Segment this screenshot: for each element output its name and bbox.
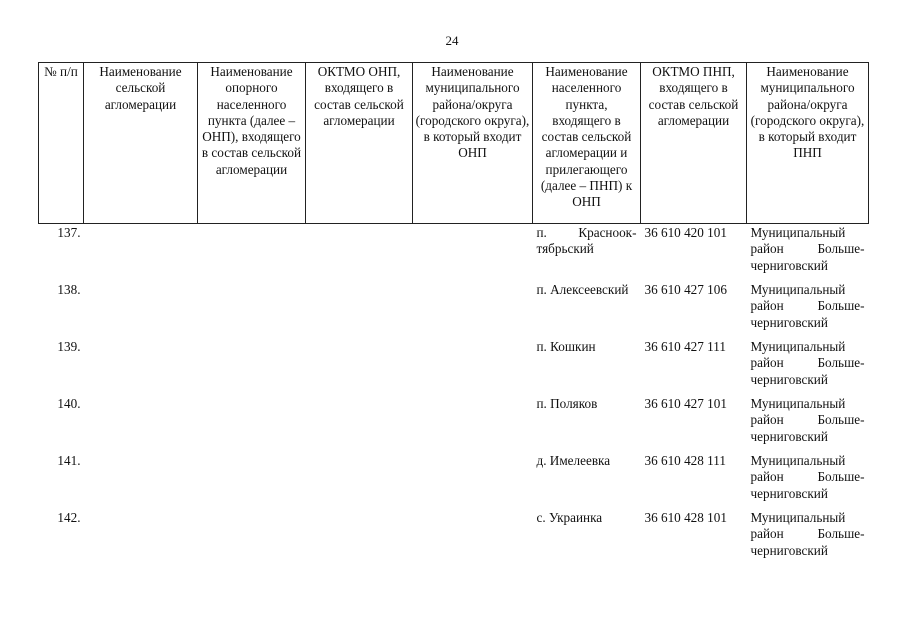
cell-pnp-name: д. Имелеевка — [536, 453, 611, 468]
header-onp-name: Наименование опорного населенного пункта (далее – ОНП), входящего в состав сельской агломерации — [198, 63, 306, 224]
cell-onp-oktmo — [306, 396, 413, 453]
cell-onp-oktmo — [306, 282, 413, 339]
row-number: 140. — [57, 396, 81, 411]
cell-pnp-district: Муниципальный район Большечерниговский — [750, 225, 865, 273]
cell-pnp-district: Муниципальный район Большечерниговский — [750, 453, 865, 501]
cell-onp-name — [198, 339, 306, 396]
cell-onp-oktmo — [306, 339, 413, 396]
header-onp-district: Наименование муниципального района/округа (городского округа), в который входит ОНП — [413, 63, 533, 224]
cell-pnp-name: п. Краснооктябрьский — [536, 225, 637, 257]
table-row — [39, 339, 869, 396]
cell-pnp-name: п. Кошкин — [536, 339, 596, 354]
cell-onp-district — [413, 510, 533, 567]
agglomeration-table — [38, 62, 869, 567]
header-number: № п/п — [39, 63, 84, 224]
cell-onp-district — [413, 282, 533, 339]
cell-pnp-oktmo: 36 610 428 111 — [644, 453, 726, 468]
cell-agglomeration — [84, 339, 198, 396]
table-row — [39, 396, 869, 453]
table-row — [39, 224, 869, 283]
cell-pnp-name: п. Алексеевский — [536, 282, 629, 297]
cell-onp-district — [413, 396, 533, 453]
cell-onp-district — [413, 453, 533, 510]
cell-onp-name — [198, 453, 306, 510]
cell-pnp-district: Муниципальный район Большечерниговский — [750, 282, 865, 330]
row-number: 139. — [57, 339, 81, 354]
cell-pnp-district: Муниципальный район Большечерниговский — [750, 396, 865, 444]
cell-onp-oktmo — [306, 453, 413, 510]
cell-onp-name — [198, 282, 306, 339]
cell-agglomeration — [84, 396, 198, 453]
cell-pnp-oktmo: 36 610 427 106 — [644, 282, 727, 297]
row-number: 142. — [57, 510, 81, 525]
cell-agglomeration — [84, 282, 198, 339]
row-number: 138. — [57, 282, 81, 297]
cell-onp-name — [198, 224, 306, 283]
row-number: 137. — [57, 225, 81, 240]
cell-pnp-district: Муниципальный район Большечерниговский — [750, 510, 865, 558]
table-row — [39, 510, 869, 567]
cell-onp-oktmo — [306, 510, 413, 567]
cell-pnp-name: с. Украинка — [536, 510, 603, 525]
page-number: 24 — [445, 33, 459, 48]
table-row — [39, 453, 869, 510]
cell-agglomeration — [84, 510, 198, 567]
cell-agglomeration — [84, 224, 198, 283]
header-pnp-name: Наименование населенного пункта, входящего в состав сельской агломерации и прилегающего (далее – ПНП) к ОНП — [533, 63, 641, 224]
row-number: 141. — [57, 453, 81, 468]
header-pnp-oktmo: ОКТМО ПНП, входящего в состав сельской агломерации — [641, 63, 747, 224]
cell-onp-district — [413, 224, 533, 283]
cell-pnp-oktmo: 36 610 427 101 — [644, 396, 727, 411]
cell-onp-name — [198, 510, 306, 567]
cell-agglomeration — [84, 453, 198, 510]
header-pnp-district: Наименование муниципального района/округа (городского округа), в который входит ПНП — [747, 63, 869, 224]
table-row — [39, 282, 869, 339]
cell-onp-district — [413, 339, 533, 396]
cell-pnp-district: Муниципальный район Большечерниговский — [750, 339, 865, 387]
cell-pnp-oktmo: 36 610 427 111 — [644, 339, 726, 354]
cell-onp-oktmo — [306, 224, 413, 283]
table-header-row — [39, 63, 869, 224]
cell-pnp-name: п. Поляков — [536, 396, 598, 411]
header-agglomeration: Наименование сельской агломерации — [84, 63, 198, 224]
cell-pnp-oktmo: 36 610 420 101 — [644, 225, 727, 240]
cell-onp-name — [198, 396, 306, 453]
cell-pnp-oktmo: 36 610 428 101 — [644, 510, 727, 525]
header-onp-oktmo: ОКТМО ОНП, входящего в состав сельской агломерации — [306, 63, 413, 224]
